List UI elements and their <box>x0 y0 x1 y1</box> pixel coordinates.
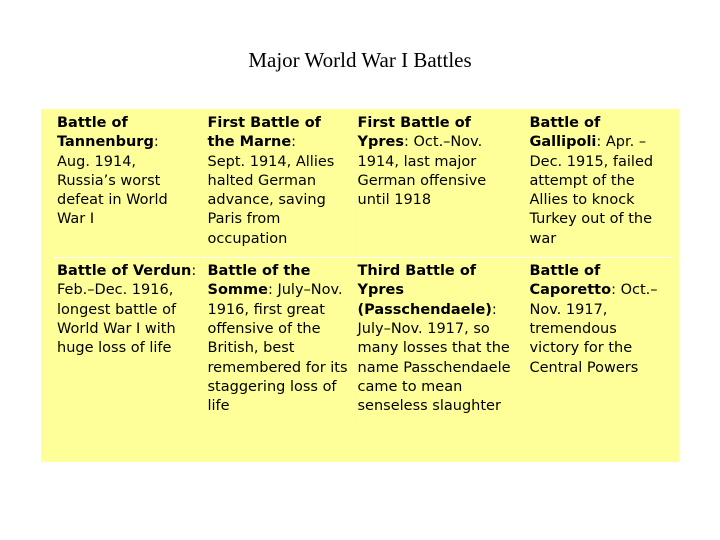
battle-name: Battle of Tannenburg <box>57 115 154 151</box>
battle-cell-somme: Battle of the Somme: July–Nov. 1916, first great offensive of the British, best remembered for its staggering loss of life <box>203 258 353 425</box>
battle-cell-marne: First Battle of the Marne: Sept. 1914, Allies halted German advance, saving Paris from occupation <box>203 114 353 258</box>
battle-cell-verdun: Battle of Verdun: Feb.–Dec. 1916, longest battle of World War I with huge loss of life <box>57 263 197 357</box>
battle-description: Aug. 1914, Russia’s worst defeat in World War I <box>57 153 168 228</box>
battle-description: July–Nov. 1917, so many losses that the name Passchendaele came to mean senseless slaughter <box>357 320 511 415</box>
battle-name: First Battle of Ypres <box>357 115 471 151</box>
battle-description: Oct.–Nov. 1914, last major German offensive until 1918 <box>357 134 487 209</box>
battle-description: Sept. 1914, Allies halted German advance, saving Paris from occupation <box>207 153 335 247</box>
battle-description: Feb.–Dec. 1916, longest battle of World War I with huge loss of life <box>57 282 177 357</box>
battle-name: Battle of Verdun <box>57 263 192 280</box>
battle-description: Apr. –Dec. 1915, failed attempt of the Allies to knock Turkey out of the war <box>529 134 654 247</box>
battle-name: Battle of Gallipoli <box>529 115 601 151</box>
battle-name: Third Battle of Ypres (Passchendaele) <box>357 263 492 318</box>
battle-description: July–Nov. 1916, first great offensive of the British, best remembered for its staggering loss of life <box>207 282 348 415</box>
table-row <box>53 258 673 425</box>
battles-table <box>53 114 673 424</box>
slide-title: Major World War I Battles <box>248 48 472 72</box>
battle-name: Battle of Caporetto <box>529 263 612 299</box>
battle-cell-gallipoli: Battle of Gallipoli: Apr. –Dec. 1915, failed attempt of the Allies to knock Turkey out of the war <box>525 114 673 258</box>
battle-cell-ypres-3: Third Battle of Ypres (Passchendaele): July–Nov. 1917, so many losses that the name Passchendaele came to mean senseless slaughter <box>353 258 525 425</box>
battle-description: Oct.–Nov. 1917, tremendous victory for the Central Powers <box>529 282 658 376</box>
battle-name: First Battle of the Marne <box>207 115 321 151</box>
battle-cell-caporetto: Battle of Caporetto: Oct.–Nov. 1917, tremendous victory for the Central Powers <box>525 258 673 425</box>
table-row <box>53 114 673 258</box>
battle-cell-tannenburg: Battle of Tannenburg: Aug. 1914, Russia’s worst defeat in World War I <box>53 114 203 258</box>
battle-cell-ypres-1: First Battle of Ypres: Oct.–Nov. 1914, last major German offensive until 1918 <box>353 114 525 258</box>
battle-name: Battle of the Somme <box>207 263 311 299</box>
